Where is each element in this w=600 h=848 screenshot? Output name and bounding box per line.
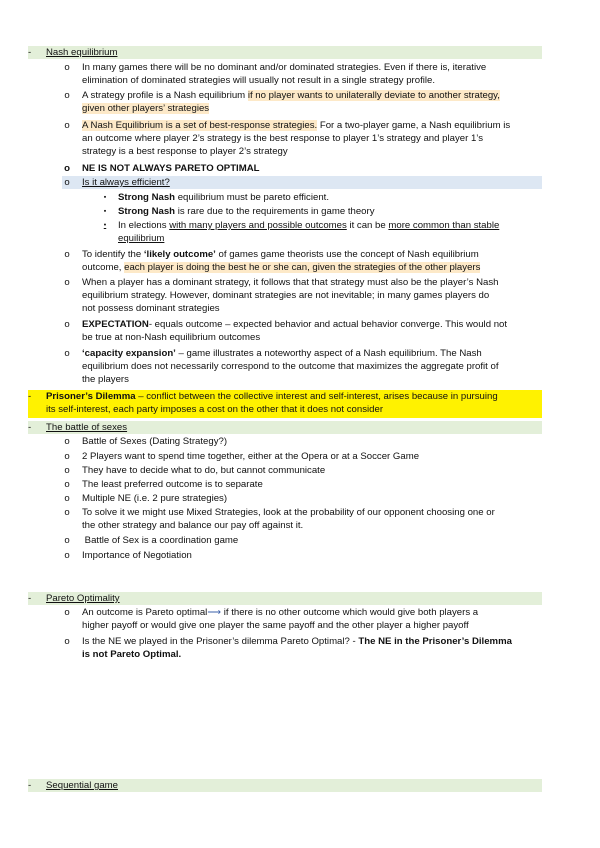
dash-bullet: - [28,47,32,58]
dash-bullet: - [28,780,32,791]
highlighted-text: given other players’ strategies [82,103,210,115]
arrow-icon: ⟶ [207,607,222,618]
circle-bullet: o [64,451,70,462]
item-text: They have to decide what to do, but cannot communicate [82,465,326,476]
section-header-nash [28,46,542,59]
circle-bullet: o [64,436,70,447]
item-text: When a player has a dominant strategy, it follows that that strategy must also be the player’s Nash [82,277,499,288]
circle-bullet: o [64,607,70,618]
dot-bullet: • [103,222,107,229]
circle-bullet: o [64,163,70,174]
item-text: an outcome where player 2’s strategy is the best response to player 1’s strategy and player 1’s [82,133,484,145]
item-text: ‘capacity expansion’ [82,348,176,359]
item-text: – conflict between the collective interest and self-interest, arises because in pursuing [135,391,498,402]
item-text: Multiple NE (i.e. 2 pure strategies) [82,493,228,504]
item-text: – game illustrates a noteworthy aspect of a Nash equilibrium. The Nash [175,348,482,359]
term: Prisoner’s Dilemma [46,391,136,402]
item-text: The least preferred outcome is to separate [82,479,263,490]
prisoners-dilemma-block [28,390,542,418]
section-title: Pareto Optimality [46,593,120,604]
item-text: the other strategy and balance our pay off against it. [82,520,304,532]
section-header-sequential [28,779,542,792]
circle-bullet: o [64,479,70,490]
circle-bullet: o [64,319,70,330]
item-text: not possess dominant strategies [82,303,220,315]
circle-bullet: o [64,90,70,101]
circle-bullet: o [64,277,70,288]
circle-bullet: o [64,62,70,73]
item-text: To identify the [82,249,144,260]
circle-bullet: o [64,249,70,260]
underlined-text: equilibrium [118,233,165,245]
item-text: To solve it we might use Mixed Strategies, look at the probability of our opponent choosing one or [82,507,495,518]
square-bullet: ▪ [103,194,107,201]
item-text: An outcome is Pareto optimal [82,607,208,618]
item-text: of games game theorists use the concept of Nash equilibrium [215,249,479,260]
item-text: Strong Nash [118,192,176,203]
circle-bullet: o [64,507,70,518]
item-text: is not Pareto Optimal. [82,649,182,661]
item-text: higher payoff or would give one player the same payoff and the other player a higher payoff [82,620,469,632]
item-text: strategy is a best response to player 2’s strategy [82,146,288,158]
circle-bullet: o [64,120,70,131]
item-text: For a two-player game, a Nash equilibrium is [317,120,511,131]
underlined-text: with many players and possible outcomes [169,220,347,231]
underlined-text: more common than stable [388,220,500,231]
circle-bullet: o [64,636,70,647]
item-text: A strategy profile is a Nash equilibrium [82,90,248,101]
circle-bullet: o [64,535,70,546]
item-text: if there is no other outcome which would give both players a [221,607,479,618]
section-header-pareto [28,592,542,605]
item-text: its self-interest, each party imposes a cost on the other that it does not consider [46,404,384,416]
section-header-battle-of-sexes [28,421,542,434]
item-text: is rare due to the requirements in game theory [175,206,375,217]
item-text: the players [82,374,129,386]
square-bullet: ▪ [103,208,107,215]
item-text: Strong Nash [118,206,176,217]
item-text: 2 Players want to spend time together, either at the Opera or at a Soccer Game [82,451,420,462]
section-title: The battle of sexes [46,422,128,433]
section-title: Sequential game [46,780,119,791]
item-text: equilibrium strategy. However, dominant strategies are not inevitable; in many games players do [82,290,490,302]
item-text: it can be [346,220,389,231]
item-text: Battle of Sex is a coordination game [82,535,239,546]
item-text: - equals outcome – expected behavior and actual behavior converge. This would not [148,319,508,330]
item-text: Is the NE we played in the Prisoner’s dilemma Pareto Optimal? - [82,636,359,647]
item-text: The NE in the Prisoner’s Dilemma [358,636,512,647]
item-text: ‘likely outcome’ [143,249,216,260]
item-text: equilibrium does not necessarily correspond to the outcome that maximizes the aggregate profit of [82,361,499,373]
dash-bullet: - [28,422,32,433]
circle-bullet: o [64,348,70,359]
circle-bullet: o [64,493,70,504]
item-text: be true at non-Nash equilibrium outcomes [82,332,261,344]
item-text: equilibrium must be pareto efficient. [175,192,329,203]
item-text: elimination of dominated strategies will usually not result in a single strategy profile. [82,75,436,87]
item-text: Is it always efficient? [82,177,170,188]
dash-bullet: - [28,593,32,604]
highlighted-text: each player is doing the best he or she can, given the strategies of the other players [124,262,481,274]
item-text: Importance of Negotiation [82,550,192,561]
item-text: NE IS NOT ALWAYS PARETO OPTIMAL [82,163,260,174]
highlighted-text: if no player wants to unilaterally deviate to another strategy, [247,90,500,101]
section-title: Nash equilibrium [46,47,118,58]
item-text: Battle of Sexes (Dating Strategy?) [82,436,228,447]
dash-bullet: - [28,391,32,402]
item-text: In many games there will be no dominant and/or dominated strategies. Even if there is, iterative [82,62,487,73]
circle-bullet: o [64,465,70,476]
item-text: outcome, [82,262,125,274]
list-item [62,176,542,189]
circle-bullet: o [64,177,70,188]
circle-bullet: o [64,550,70,561]
item-text: EXPECTATION [82,319,149,330]
highlighted-text: A Nash Equilibrium is a set of best-response strategies. [82,120,318,131]
item-text: In elections [118,220,170,231]
